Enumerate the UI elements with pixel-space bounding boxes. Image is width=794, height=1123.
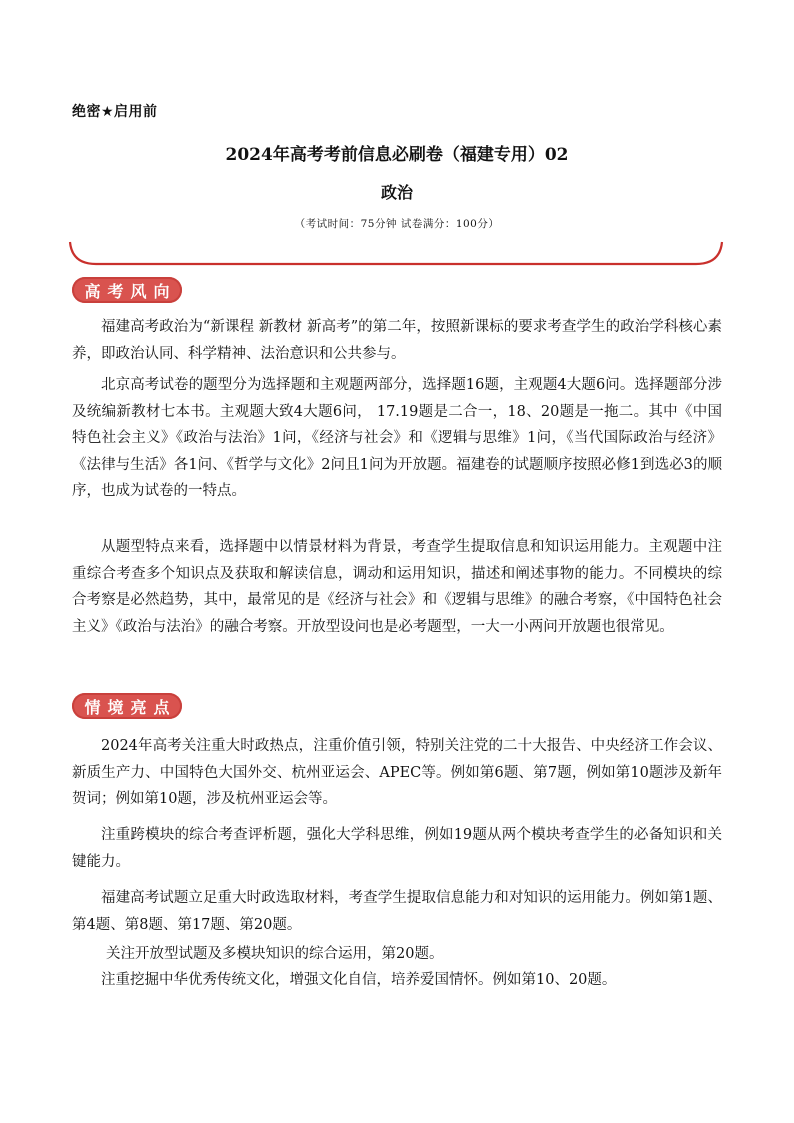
paragraph: 北京高考试卷的题型分为选择题和主观题两部分，选择题16题，主观题4大题6问。选择题部分涉及统编新教材七本书。主观题大致4大题6问， 17.19题是二合一，18、20题是一拖二。其中《中国特色社会主义》《政治与法治》1问，《经济与社会》和《逻辑与思维》1问，《当代国际政治与经济》《法律与生活》各1问、《哲学与文化》2问且1问为开放题。福建卷的试题顺序按照必修1到选必3的顺序，也成为试卷的一特点。 [72,377,722,499]
section-badge-highlights [72,693,182,719]
paragraph: 福建高考政治为“新课程 新教材 新高考”的第二年，按照新课标的要求考查学生的政治学科核心素养，即政治认同、科学精神、法治意识和公共参与。 [72,319,722,362]
paragraph: 从题型特点来看，选择题中以情景材料为背景，考查学生提取信息和知识运用能力。主观题中注重综合考查多个知识点及获取和解读信息，调动和运用知识，描述和阐述事物的能力。不同模块的综合考察是必然趋势，其中，最常见的是《经济与社会》和《逻辑与思维》的融合考察，《中国特色社会主义》《政治与法治》的融合考察。开放型设问也是必考题型，一大一小两问开放题也很常见。 [72,539,722,635]
paragraph: 注重挖掘中华优秀传统文化，增强文化自信，培养爱国情怀。例如第10、20题。 [101,972,617,988]
subject-title: 政治 [380,183,413,202]
section-badge-label: 情境亮点 [84,697,177,717]
secret-mark: 绝密★启用前 [72,104,158,120]
exam-info: （考试时间：75分钟 试卷满分：100分） [294,218,500,230]
section-badge-label: 高考风向 [84,281,177,301]
section-badge-trend [72,277,182,303]
paragraph: 2024年高考关注重大时政热点，注重价值引领，特别关注党的二十大报告、中央经济工作会议、新质生产力、中国特色大国外交、杭州亚运会、APEC等。例如第6题、第7题，例如第10题涉及新年贺词；例如第10题，涉及杭州亚运会等。 [72,738,722,807]
paragraph: 关注开放型试题及多模块知识的综合运用，第20题。 [106,946,444,962]
exam-title: 2024年高考考前信息必刷卷（福建专用）02 [225,145,569,165]
paragraph: 福建高考试题立足重大时政选取材料，考查学生提取信息能力和对知识的运用能力。例如第1题、第4题、第8题、第17题、第20题。 [72,890,722,933]
decorative-arc [68,238,724,268]
paragraph: 注重跨模块的综合考查评析题，强化大学科思维，例如19题从两个模块考查学生的必备知识和关键能力。 [72,827,722,870]
